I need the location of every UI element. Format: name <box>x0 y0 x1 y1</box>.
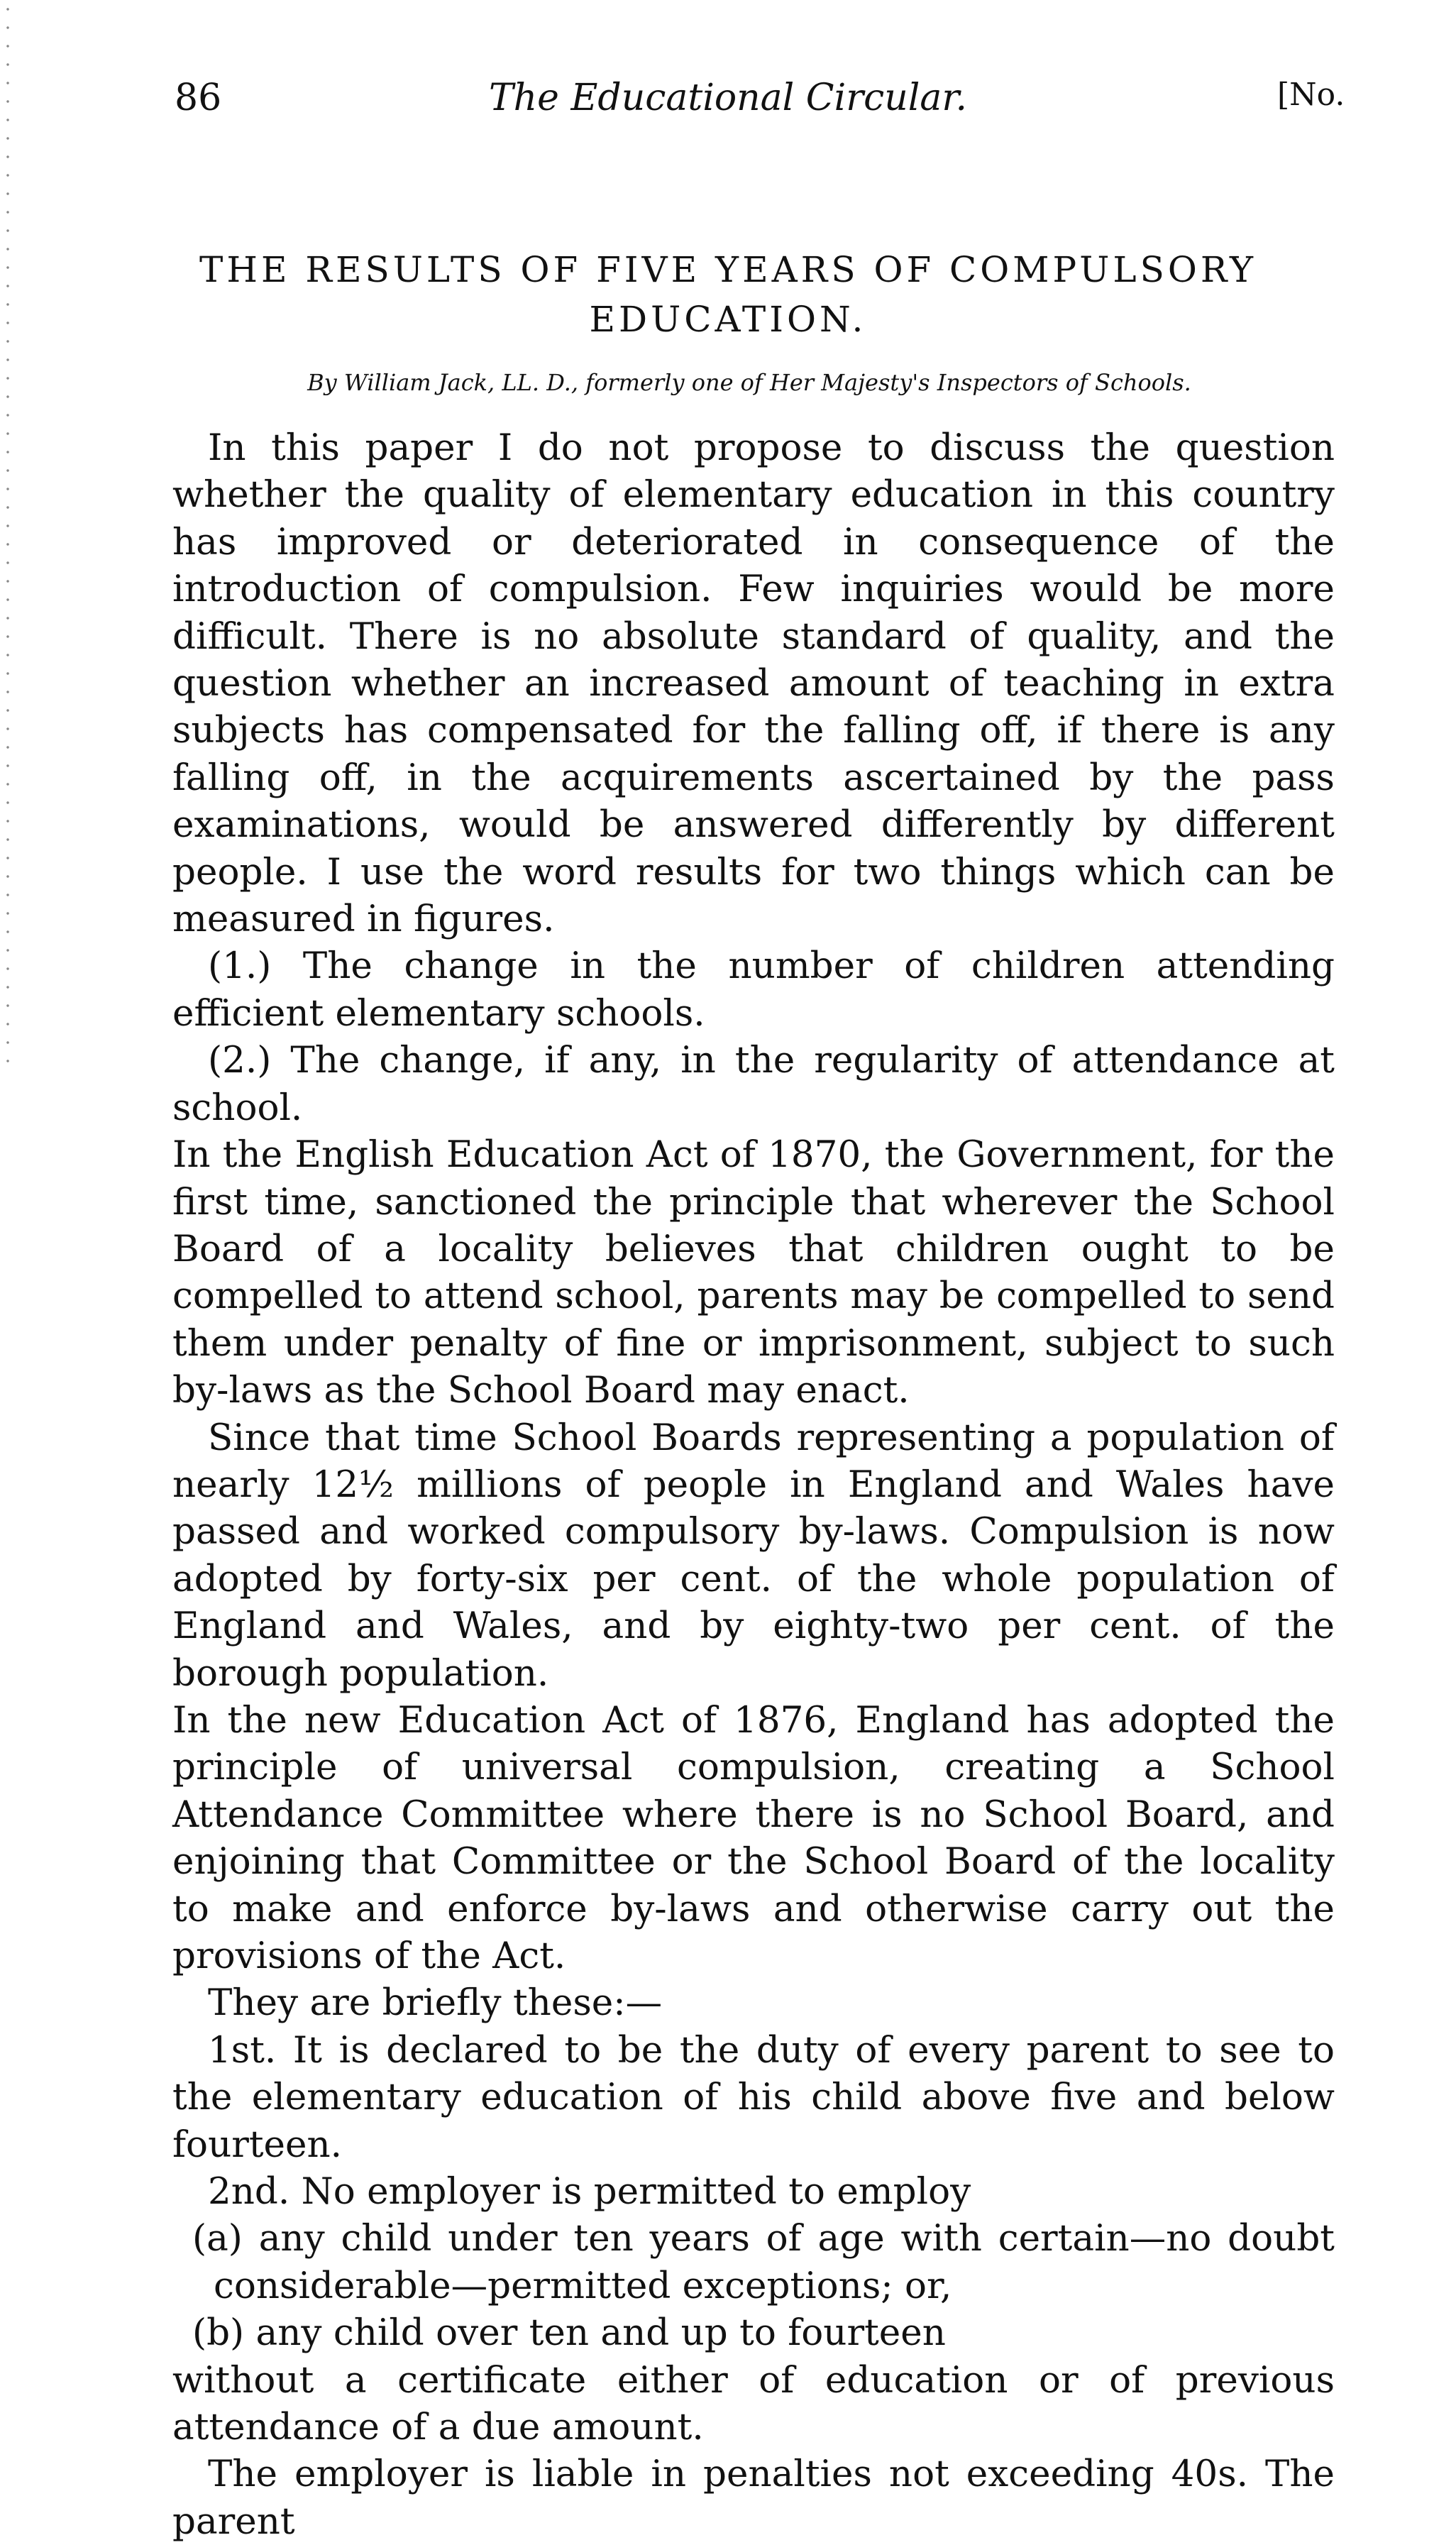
paragraph: In the new Education Act of 1876, England has adopted the principle of universal compulsion, creating a School Attendance Committee where there is no School Board, and enjoining that Committee or the School Board of the locality to make and enforce by-laws and otherwise carry out the provisions of the Act. <box>172 1698 1335 1977</box>
issue-marker: [No. <box>1277 77 1345 113</box>
journal-title: The Educational Circular. <box>488 77 968 119</box>
list-item: (a) any child under ten years of age with certain—no doubt considerable—permitted exceptions; or, <box>192 2217 1335 2307</box>
article-title-line-1: THE RESULTS OF FIVE YEARS OF COMPULSORY <box>199 249 1257 290</box>
paragraph: (1.) The change in the number of children attending efficient elementary schools. <box>172 945 1335 1035</box>
article-byline: By William Jack, LL. D., formerly one of Her Majesty's Inspectors of Schools. <box>307 369 1191 396</box>
paragraph: In this paper I do not propose to discuss the question whether the quality of elementary education in this country has improved or deteriorated in consequence of the introduction of compulsion. Few inquiries would be more difficult. There is no absolute standard of quality, and the question whether an increased amount of teaching in extra subjects has compensated for the falling off, if there is any falling off, in the acquirements ascertained by the pass examinations, would be answered differently by different people. I use the word results for two things which can be measured in figures. <box>172 427 1335 941</box>
paragraph: The employer is liable in penalties not exceeding 40s. The parent <box>172 2453 1335 2543</box>
article-body <box>172 424 1335 2545</box>
paragraph: They are briefly these:— <box>208 1981 663 2025</box>
paragraph: 2nd. No employer is permitted to employ <box>208 2170 971 2214</box>
paragraph: (2.) The change, if any, in the regularity of attendance at school. <box>172 1039 1335 1129</box>
binding-edge-dots <box>6 0 10 1065</box>
page-number: 86 <box>175 77 222 119</box>
running-header <box>0 77 1456 126</box>
list-item: (b) any child over ten and up to fourteen <box>192 2312 946 2355</box>
paragraph: 1st. It is declared to be the duty of every parent to see to the elementary education of his child above five and below fourteen. <box>172 2028 1335 2166</box>
article-title <box>142 245 1314 344</box>
article-title-line-2: EDUCATION. <box>589 299 867 340</box>
paragraph: without a certificate either of education or of previous attendance of a due amount. <box>172 2358 1335 2449</box>
paragraph: Since that time School Boards representing a population of nearly 12½ millions of people in England and Wales have passed and worked compulsory by-laws. Compulsion is now adopted by forty-six per cent. of the whole population of England and Wales, and by eighty-two per cent. of the borough population. <box>172 1416 1335 1695</box>
paragraph: In the English Education Act of 1870, the Government, for the first time, sanctioned the principle that wherever the School Board of a locality believes that children ought to be compelled to attend school, parents may be compelled to send them under penalty of fine or imprisonment, subject to such by-laws as the School Board may enact. <box>172 1133 1335 1412</box>
